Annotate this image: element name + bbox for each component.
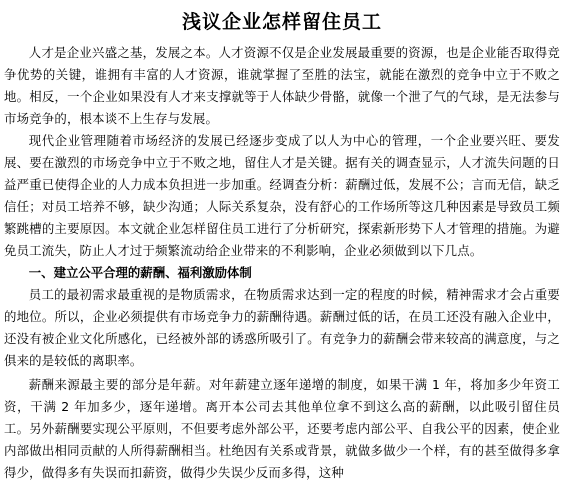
section-1-paragraph-2: 薪酬来源最主要的部分是年薪。对年薪建立逐年递增的制度，如果干满 1 年，将加多少年资工资，干满 2 年加多少，逐年递增。离开本公司去其他单位拿不到这么高的薪酬，以此吸引留住员工。另外薪酬要实现公平原则，不但要考虑外部公平，还要考虑内部公平、自我公平的因素，使企业内部做出相同贡献的人所得薪酬相当。杜绝因有关系或背景，就做多做少一个样，有的甚至做得多拿得少，做得多有失误而扣薪资，做得少失误少反而多得，这种 <box>4 377 560 480</box>
document-title: 浅议企业怎样留住员工 <box>181 11 382 33</box>
document-page <box>4 0 560 481</box>
section-1-paragraph-1: 员工的最初需求最重视的是物质需求，在物质需求达到一定的程度的时候，精神需求才会占重要的地位。所以，企业必须提供有市场竞争力的薪酬待遇。薪酬过低的话，在员工还没有融入企业中，还没有被企业文化所感化，已经被外部的诱惑所吸引了。有竞争力的薪酬会带来较高的满意度，与之俱来的是较低的离职率。 <box>4 287 560 368</box>
intro-paragraph-2: 现代企业管理随着市场经济的发展已经逐步变成了以人为中心的管理，一个企业要兴旺、要发展、要在激烈的市场竞争中立于不败之地，留住人才是关键。据有关的调查显示，人才流失问题的日益严重已使得企业的人力成本负担进一步加重。经调查分析：薪酬过低，发展不公；言而无信，缺乏信任；对员工培养不够，缺少沟通；人际关系复杂，没有舒心的工作场所等这几种因素是导致员工频繁跳槽的主要原因。本文就企业怎样留住员工进行了分析研究，探索新形势下人才管理的措施。为避免员工流失，防止人才过于频繁流动给企业带来的不利影响，企业必须做到以下几点。 <box>4 133 560 258</box>
intro-paragraph-1: 人才是企业兴盛之基，发展之本。人才资源不仅是企业发展最重要的资源，也是企业能否取得竞争优势的关键，谁拥有丰富的人才资源，谁就掌握了至胜的法宝，就能在激烈的竞争中立于不败之地。相反，一个企业如果没有人才来支撑就等于人体缺少骨骼，就像一个泄了气的气球，是无法参与市场竞争的，根本谈不上生存与发展。 <box>4 45 560 126</box>
section-1-heading: 一、建立公平合理的薪酬、福利激励体制 <box>28 265 252 280</box>
